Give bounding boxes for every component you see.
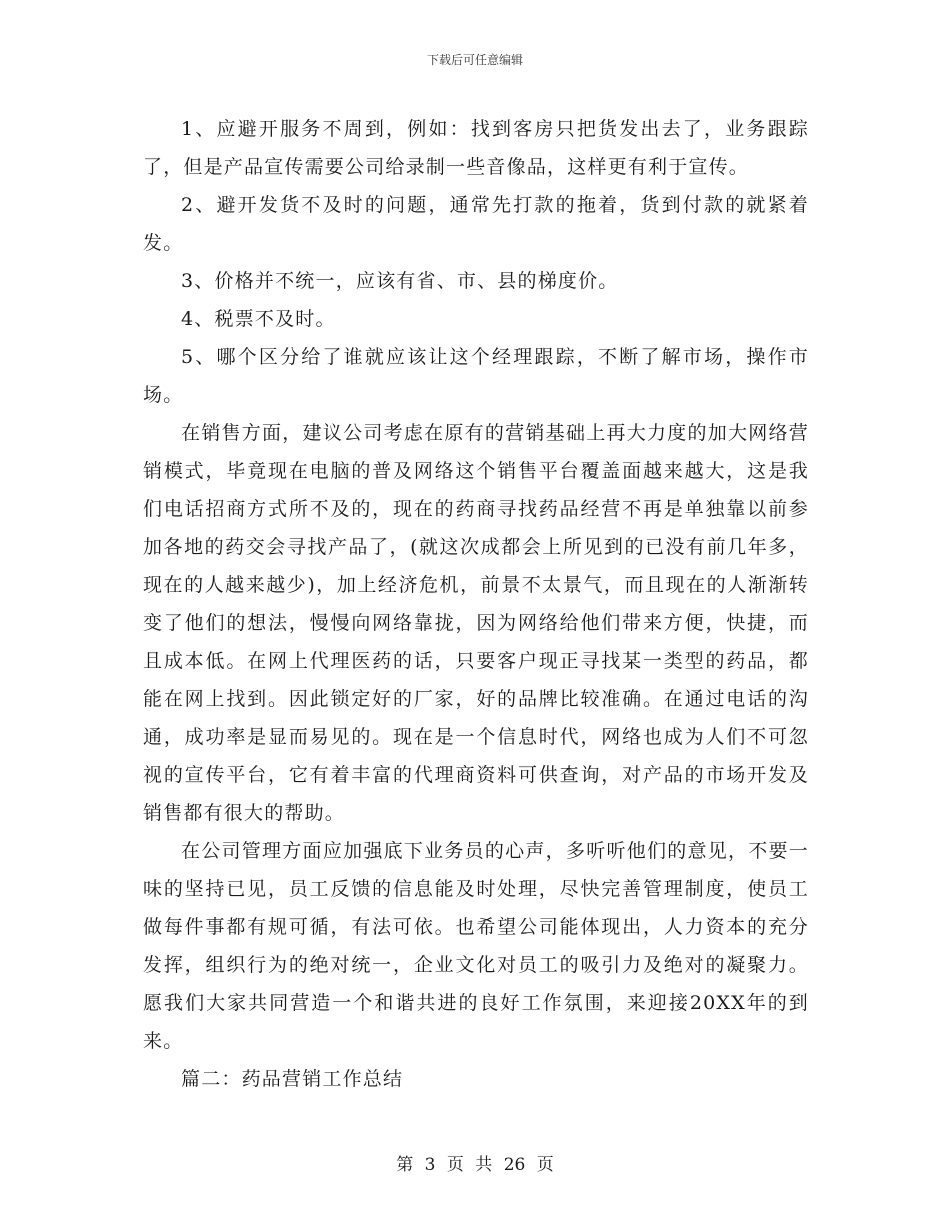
paragraph-2: 2、避开发货不及时的问题，通常先打款的拖着，货到付款的就紧着发。 — [143, 194, 809, 254]
paragraph-sales: 在销售方面，建议公司考虑在原有的营销基础上再大力度的加大网络营销模式，毕竟现在电脑的普及网络这个销售平台覆盖面越来越大，这是我们电话招商方式所不及的，现在的药商寻找药品经营不再是单独靠以前参加各地的药交会寻找产品了，(就这次成都会上所见到的已没有前几年多，现在的人越来越少)，加上经济危机，前景不太景气，而且现在的人渐渐转变了他们的想法，慢慢向网络靠拢，因为网络给他们带来方便，快捷，而且成本低。在网上代理医药的话，只要客户现正寻找某一类型的药品，都能在网上找到。因此锁定好的厂家，好的品牌比较准确。在通过电话的沟通，成功率是显而易见的。现在是一个信息时代，网络也成为人们不可忽视的宣传平台，它有着丰富的代理商资料可供查询，对产品的市场开发及销售都有很大的帮助。 — [143, 422, 809, 824]
section-heading: 篇二：药品营销工作总结 — [181, 1068, 404, 1090]
paragraph-4: 4、税票不及时。 — [181, 308, 336, 330]
paragraph-1: 1、应避开服务不周到，例如：找到客房只把货发出去了，业务跟踪了，但是产品宣传需要公司给录制一些音像品，这样更有利于宣传。 — [143, 118, 809, 178]
paragraph-5: 5、哪个区分给了谁就应该让这个经理跟踪，不断了解市场，操作市场。 — [143, 346, 809, 406]
document-body — [143, 110, 809, 1098]
paragraph-management: 在公司管理方面应加强底下业务员的心声，多听听他们的意见，不要一味的坚持已见，员工反馈的信息能及时处理，尽快完善管理制度，使员工做每件事都有规可循，有法可依。也希望公司能体现出，人力资本的充分发挥，组织行为的绝对统一，企业文化对员工的吸引力及绝对的凝聚力。愿我们大家共同营造一个和谐共进的良好工作氛围，来迎接20XX年的到来。 — [143, 840, 809, 1052]
paragraph-3: 3、价格并不统一，应该有省、市、县的梯度价。 — [181, 270, 619, 292]
page-header: 下载后可任意编辑 — [426, 53, 523, 67]
page-footer: 第 3 页 共 26 页 — [396, 1155, 554, 1175]
